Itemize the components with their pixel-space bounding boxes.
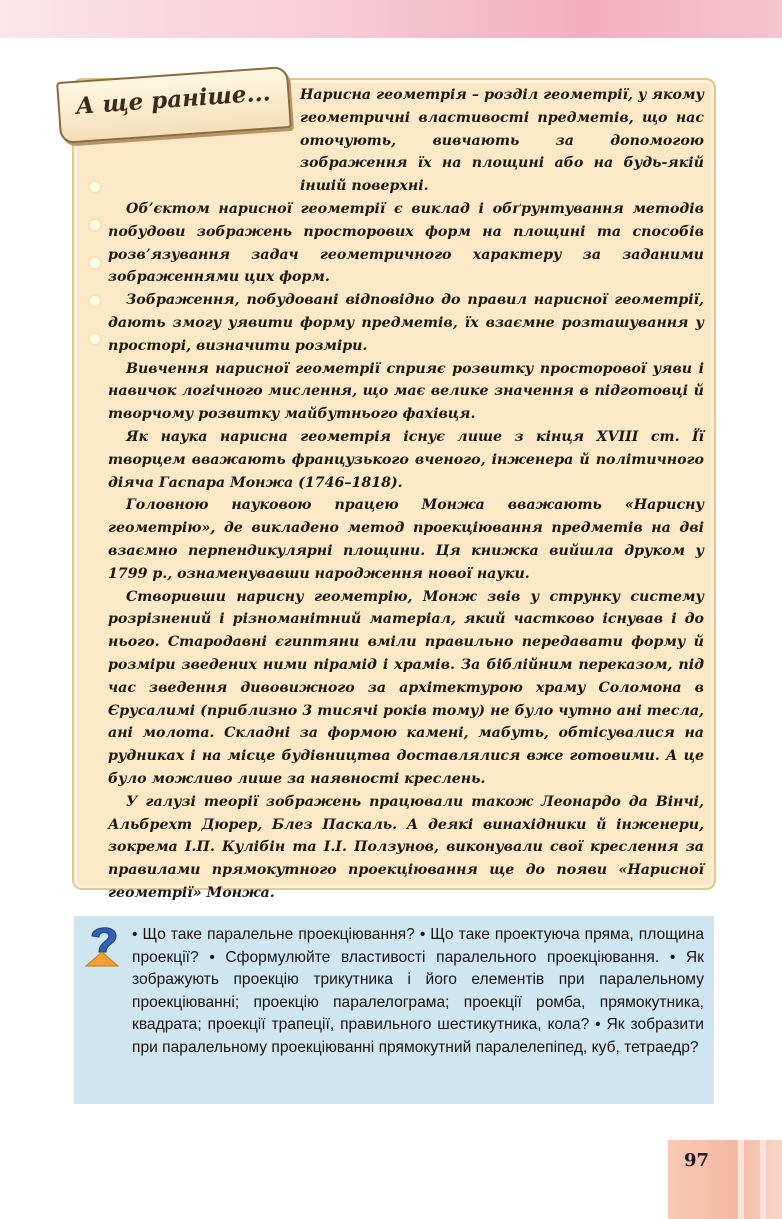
history-paragraph: Зображення, побудовані відповідно до правил нарисної геометрії, дають змогу уявити форму предметів, їх взаємне розташування у просторі, визначити розміри. <box>108 292 704 354</box>
top-decorative-band <box>0 0 782 38</box>
decorative-dots <box>88 180 102 360</box>
history-paragraph: Вивчення нарисної геометрії сприяє розвитку просторової уяви і навичок логічного мислення, що має велике значення в підготовці й творчому розвитку майбутнього фахівця. <box>108 360 704 423</box>
page-number: 97 <box>684 1150 710 1171</box>
history-tag-label: А ще раніше... <box>74 79 272 120</box>
question-mark-icon <box>84 922 124 970</box>
history-paragraph: Як наука нарисна геометрія існує лише з кінця XVIII ст. Її творцем вважають французького вченого, інженера й політичного діяча Гаспара Монжа (1746–1818). <box>108 428 704 491</box>
history-paragraph: Головною науковою працею Монжа вважають «Нарисну геометрію», де викладено метод проекціювання предметів на дві взаємно перпендикулярні площини. Ця книжка вийшла друком у 1799 р., ознаменувавши народження нової науки. <box>108 497 704 582</box>
history-paragraph: Створивши нарисну геометрію, Монж звів у струнку систему розрізнений і різноманітний матеріал, який частково існував і до нього. Стародавні єгиптяни вміли правильно передавати форму й розміри зведених ними пірамід і храмів. За біблійним переказом, під час зведення дивовижного за архітектурою храму Соломона в Єрусалимі (приблизно 3 тисячі років тому) не було чутно ані тесла, ані молота. Складні за формою камені, мабуть, обтісувалися на рудниках і на місце будівництва доставлялися вже готовими. А це було можливо лише за наявності креслень. <box>108 588 704 787</box>
questions-text: • Що таке паралельне проекціювання? • Що таке проектуюча пряма, площина проекції? • Сформулюйте властивості паралельного проекціювання. • Як зображують проекцію трикутника і його елементів при паралельному проекціюванні; проекцію паралелограма; проекції ромба, прямокутника, квадрата; проекції трапеції, правильного шестикутника, кола? • Як зобразити при паралельному проекціюванні прямокутний паралелепіпед, куб, тетраедр? <box>132 926 704 1056</box>
history-paragraph: У галузі теорії зображень працювали також Леонардо да Вінчі, Альбрехт Дюрер, Блез Паскаль. А деякі винахідники й інженери, зокрема І.П. Кулібін та І.І. Ползунов, виконували свої креслення за правилами прямокутного проекціювання ще до появи «Нарисної геометрії» Монжа. <box>108 793 704 901</box>
history-text-block <box>108 84 704 905</box>
history-paragraph: Об’єктом нарисної геометрії є виклад і обґрунтування методів побудови зображень просторових форм на площині та способів розв’язування задач геометричного характеру за заданими зображеннями цих форм. <box>108 200 704 286</box>
history-intro: Нарисна геометрія – розділ геометрії, у якому геометричні властивості предметів, що нас оточують, вивчають за допомогою зображення їх на площині або на будь-якій іншій поверхні. <box>300 87 704 195</box>
